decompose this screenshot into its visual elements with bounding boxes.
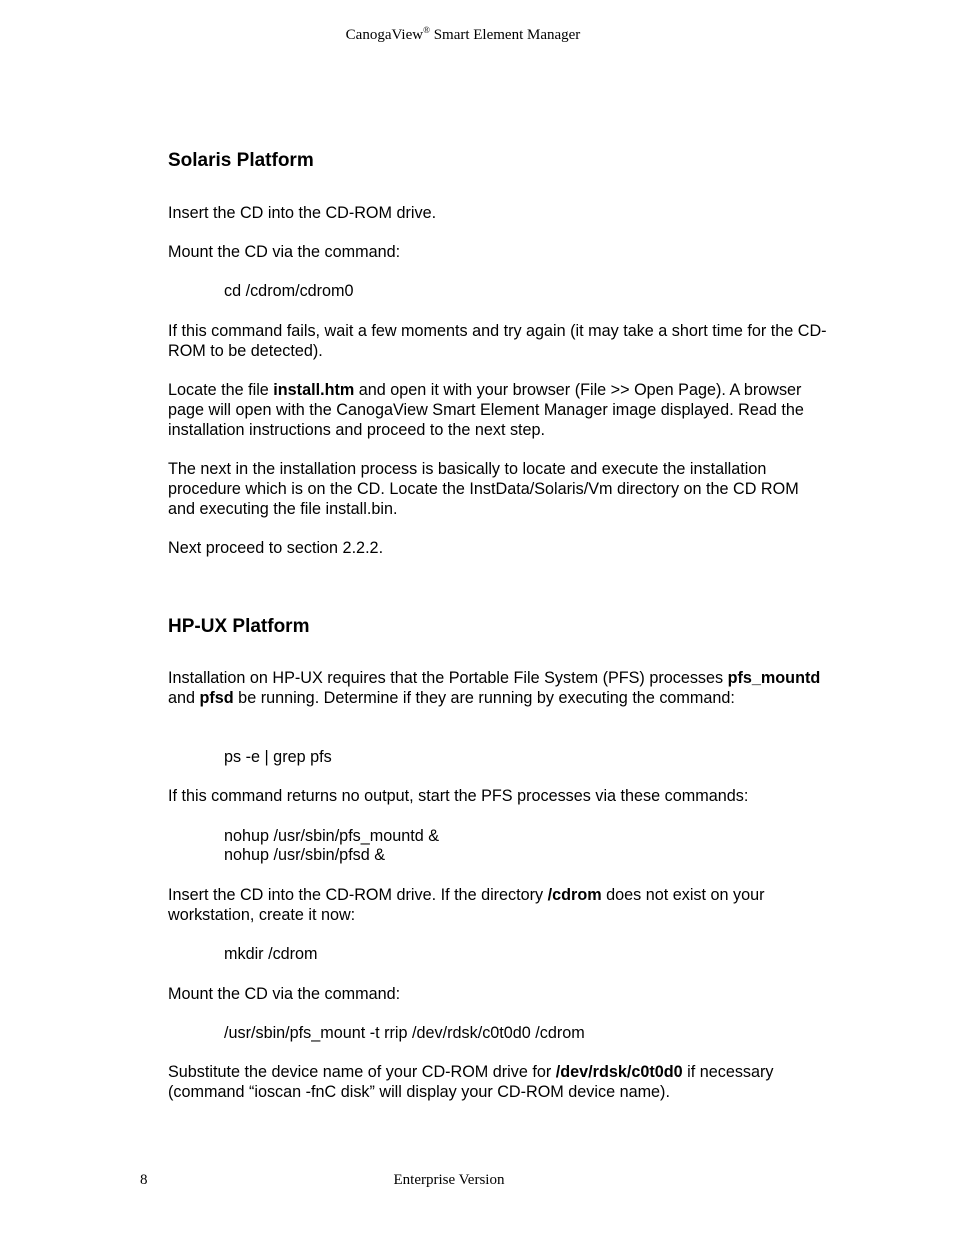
solaris-install-paragraph: The next in the installation process is basically to locate and execute the installation procedure which is on the CD. Locate the InstData/Solaris/Vm directory on the CD ROM and executing the file install.bin. (168, 460, 799, 518)
hpux-heading: HP-UX Platform (168, 616, 310, 637)
req-text-3: be running. Determine if they are running by executing the command: (233, 689, 735, 707)
page-number: 8 (140, 1172, 148, 1188)
solaris-heading: Solaris Platform (168, 150, 314, 171)
cdrom-directory-term: /cdrom (547, 886, 602, 904)
locate-text-start: Locate the file (168, 381, 274, 399)
hpux-nohup-mountd-command: nohup /usr/sbin/pfs_mountd & (224, 827, 440, 845)
req-text-1: Installation on HP-UX requires that the Portable File System (PFS) processes (168, 669, 728, 687)
header-title-suffix: Smart Element Manager (429, 27, 581, 43)
insert-text-2: does not exist on your workstation, create it now: (168, 886, 765, 924)
hpux-no-output-paragraph: If this command returns no output, start the PFS processes via these commands: (168, 787, 749, 805)
hpux-mkdir-command: mkdir /cdrom (224, 945, 318, 963)
solaris-cd-command: cd /cdrom/cdrom0 (224, 282, 354, 300)
hpux-pfs-mount-command: /usr/sbin/pfs_mount -t rrip /dev/rdsk/c0t0d0 /cdrom (224, 1024, 585, 1042)
subst-text-1: Substitute the device name of your CD-ROM drive for (168, 1063, 556, 1081)
pfsd-term: pfsd (199, 689, 234, 707)
hpux-nohup-pfsd-command: nohup /usr/sbin/pfsd & (224, 846, 386, 864)
hpux-insert-paragraph (168, 885, 828, 925)
header-title-prefix: CanogaView (345, 27, 424, 43)
locate-text-end: and open it with your browser (File >> Open Page). A browser page will open with the CanogaView Smart Element Manager image displayed. Read the installation instructions and proceed to the next step. (168, 381, 804, 439)
pfs-mountd-term: pfs_mountd (727, 669, 821, 687)
solaris-insert-paragraph: Insert the CD into the CD-ROM drive. (168, 204, 437, 222)
device-path-term: /dev/rdsk/c0t0d0 (555, 1063, 683, 1081)
hpux-substitute-paragraph (168, 1062, 828, 1102)
req-text-2: and (168, 689, 200, 707)
subst-text-2: if necessary (command “ioscan -fnC disk” will display your CD-ROM device name). (168, 1063, 774, 1101)
solaris-fails-paragraph: If this command fails, wait a few moments and try again (it may take a short time for the CD-ROM to be detected). (168, 322, 827, 360)
footer-version: Enterprise Version (393, 1172, 505, 1188)
hpux-ps-command: ps -e | grep pfs (224, 748, 332, 766)
install-htm-filename: install.htm (273, 381, 355, 399)
hpux-mount-paragraph: Mount the CD via the command: (168, 985, 401, 1003)
solaris-proceed-paragraph: Next proceed to section 2.2.2. (168, 539, 384, 557)
insert-text-1: Insert the CD into the CD-ROM drive. If the directory (168, 886, 548, 904)
solaris-mount-paragraph: Mount the CD via the command: (168, 243, 401, 261)
hpux-requirements-paragraph (168, 668, 828, 708)
solaris-locate-paragraph (168, 380, 828, 440)
registered-mark: ® (423, 25, 430, 35)
page-header (0, 27, 926, 44)
